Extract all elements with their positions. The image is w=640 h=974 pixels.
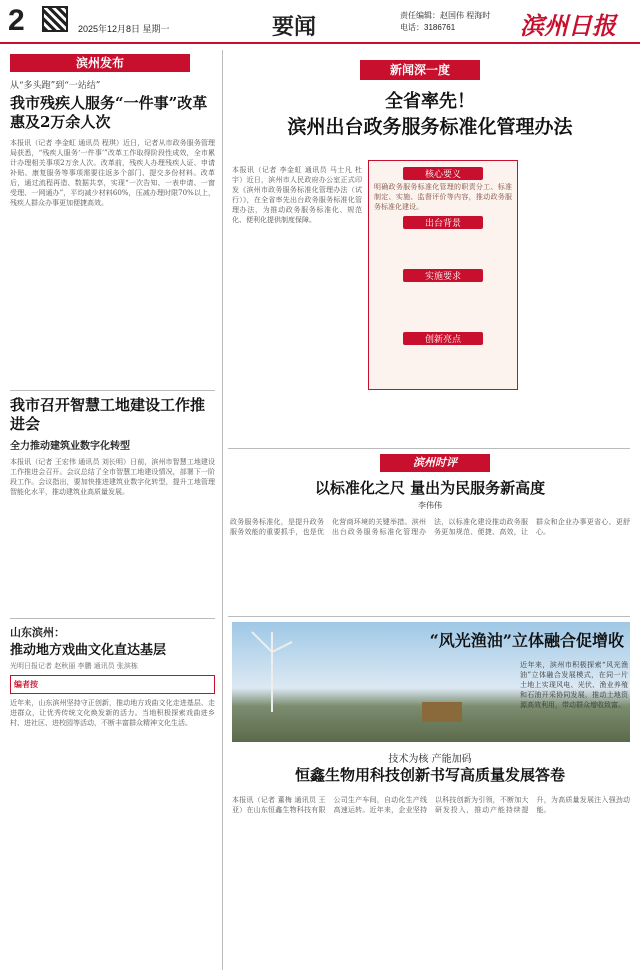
divider — [228, 616, 630, 617]
article-byline: 光明日报记者 赵秋丽 李鹏 通讯员 张滨栋 — [10, 662, 138, 670]
editor-note-label: 编者按 — [14, 679, 38, 689]
story5-body: 本报讯（记者 董梅 通讯员 王亚）在山东恒鑫生物科技有限公司生产车间，自动化生产线高速运转。近年来，企业坚持以科技创新为引领，不断加大研发投入，推动产能持续提升，为高质量发展注入强劲动能。 — [232, 796, 630, 814]
column-divider — [222, 50, 223, 970]
box-tag: 出台背景 — [403, 216, 483, 229]
feature-header — [230, 90, 630, 160]
commentary-title: 以标准化之尺 量出为民服务新高度 — [314, 479, 546, 497]
story-body: 近年来，滨州市积极探索“风光渔油”立体融合发展模式，在同一片土地上实现风电、光伏、渔业养殖和石油开采协同发展，推动土地资源高效利用，带动群众增收致富。 — [520, 661, 628, 709]
feature-banner: 新闻深一度 — [360, 60, 480, 80]
article-body: 本报讯（记者 王宏伟 通讯员 刘长明）日前，滨州市智慧工地建设工作推进会召开。会议总结了全市智慧工地建设情况，部署下一阶段工作。会议指出，要加快推进建筑业数字化转型，提升工地管理智能化水平，推动建筑业高质量发展。 — [10, 458, 215, 496]
story-title: “风光渔油”立体融合促增收 — [429, 631, 624, 650]
box-tag: 核心要义 — [403, 167, 483, 180]
box-tag: 创新亮点 — [403, 332, 483, 345]
section-title: 要闻 — [272, 14, 317, 40]
commentary-banner: 滨州时评 — [380, 454, 490, 472]
article-subtitle: 全力推动建筑业数字化转型 — [10, 441, 130, 452]
divider — [10, 618, 215, 619]
article-body: 近年来，山东滨州坚持守正创新，推动地方戏曲文化走进基层、走进群众，让优秀传统文化焕发新的活力。当地积极探索戏曲进乡村、进社区、进校园等活动，不断丰富群众精神文化生活。 — [10, 699, 215, 727]
story-body-wrap — [520, 660, 628, 740]
divider — [10, 390, 215, 391]
story5-kicker: 技术为核 产能加码 — [388, 754, 472, 765]
divider — [228, 448, 630, 449]
issue-date: 2025年12月8日 星期一 — [78, 24, 170, 34]
commentary — [230, 478, 630, 608]
editors-line: 责任编辑：赵国伟 程海时 — [400, 11, 491, 20]
box-tag: 实施要求 — [403, 269, 483, 282]
story-title-wrap — [300, 630, 630, 660]
story5-body-wrap — [232, 795, 630, 970]
commentary-author: 李伟伟 — [418, 501, 442, 510]
feature-body-left — [232, 165, 362, 440]
feature-body: 本报讯（记者 李金虹 通讯员 马士凡 杜宇）近日，滨州市人民政府办公室正式印发《滨州市政务服务标准化管理办法（试行）》，在全省率先出台政务服务标准化管理办法，为推动政务服务标准化、规范化、便利化提供制度保障。 — [232, 166, 362, 224]
story5-title: 恒鑫生物用科技创新书写高质量发展答卷 — [294, 766, 565, 784]
article-opera — [10, 624, 215, 969]
editors-info — [400, 10, 490, 34]
feature-title: 滨州出台政务服务标准化管理办法 — [287, 116, 573, 138]
commentary-body: 政务服务标准化，是提升政务服务效能的重要抓手，也是优化营商环境的关键举措。滨州出台政务服务标准化管理办法，以标准化建设推动政务服务更加规范、便捷、高效，让群众和企业办事更省心、更舒心。 — [230, 518, 630, 536]
article-title: 推动地方戏曲文化直达基层 — [10, 643, 167, 658]
page-number: 2 — [8, 4, 25, 37]
article-body: 本报讯（记者 李金虹 通讯员 程琪）近日，记者从市政务服务管理局获悉，“残疾人服务‘一件事’”改革工作取得阶段性成效，全市累计办理相关事项2万余人次。改革前，残疾人办理残疾人证、申请补贴、康复服务等事项需要往返多个部门、提交多份材料。改革后，通过流程再造、数据共享，实现“一次告知、一表申请、一窗受理、一网通办”，平均减少材料60%，压减办理时限70%以上，残疾人群众办事更加便捷高效。 — [10, 139, 215, 207]
phone-line: 电话：3186761 — [400, 23, 456, 32]
feature-info-box — [368, 160, 518, 390]
box-text: 明确政务服务标准化管理的职责分工、标准制定、实施、监督评价等内容，推动政务服务标准化建设。 — [374, 183, 512, 211]
article-kicker: 从“多头跑”到“一站结” — [10, 81, 101, 91]
newspaper-logo: 滨州日报 — [520, 11, 616, 40]
article-services — [10, 78, 215, 378]
article-kicker: 山东滨州： — [10, 626, 65, 639]
story5-header — [230, 750, 630, 790]
article-title: 我市召开智慧工地建设工作推进会 — [10, 396, 206, 433]
masthead — [0, 0, 640, 44]
article-worksite — [10, 396, 215, 611]
feature-kicker: 全省率先！ — [385, 91, 475, 112]
left-banner: 滨州发布 — [10, 54, 190, 72]
qr-code-icon — [42, 6, 68, 32]
article-title: 我市残疾人服务“一件事”改革惠及2万余人次 — [10, 94, 208, 131]
